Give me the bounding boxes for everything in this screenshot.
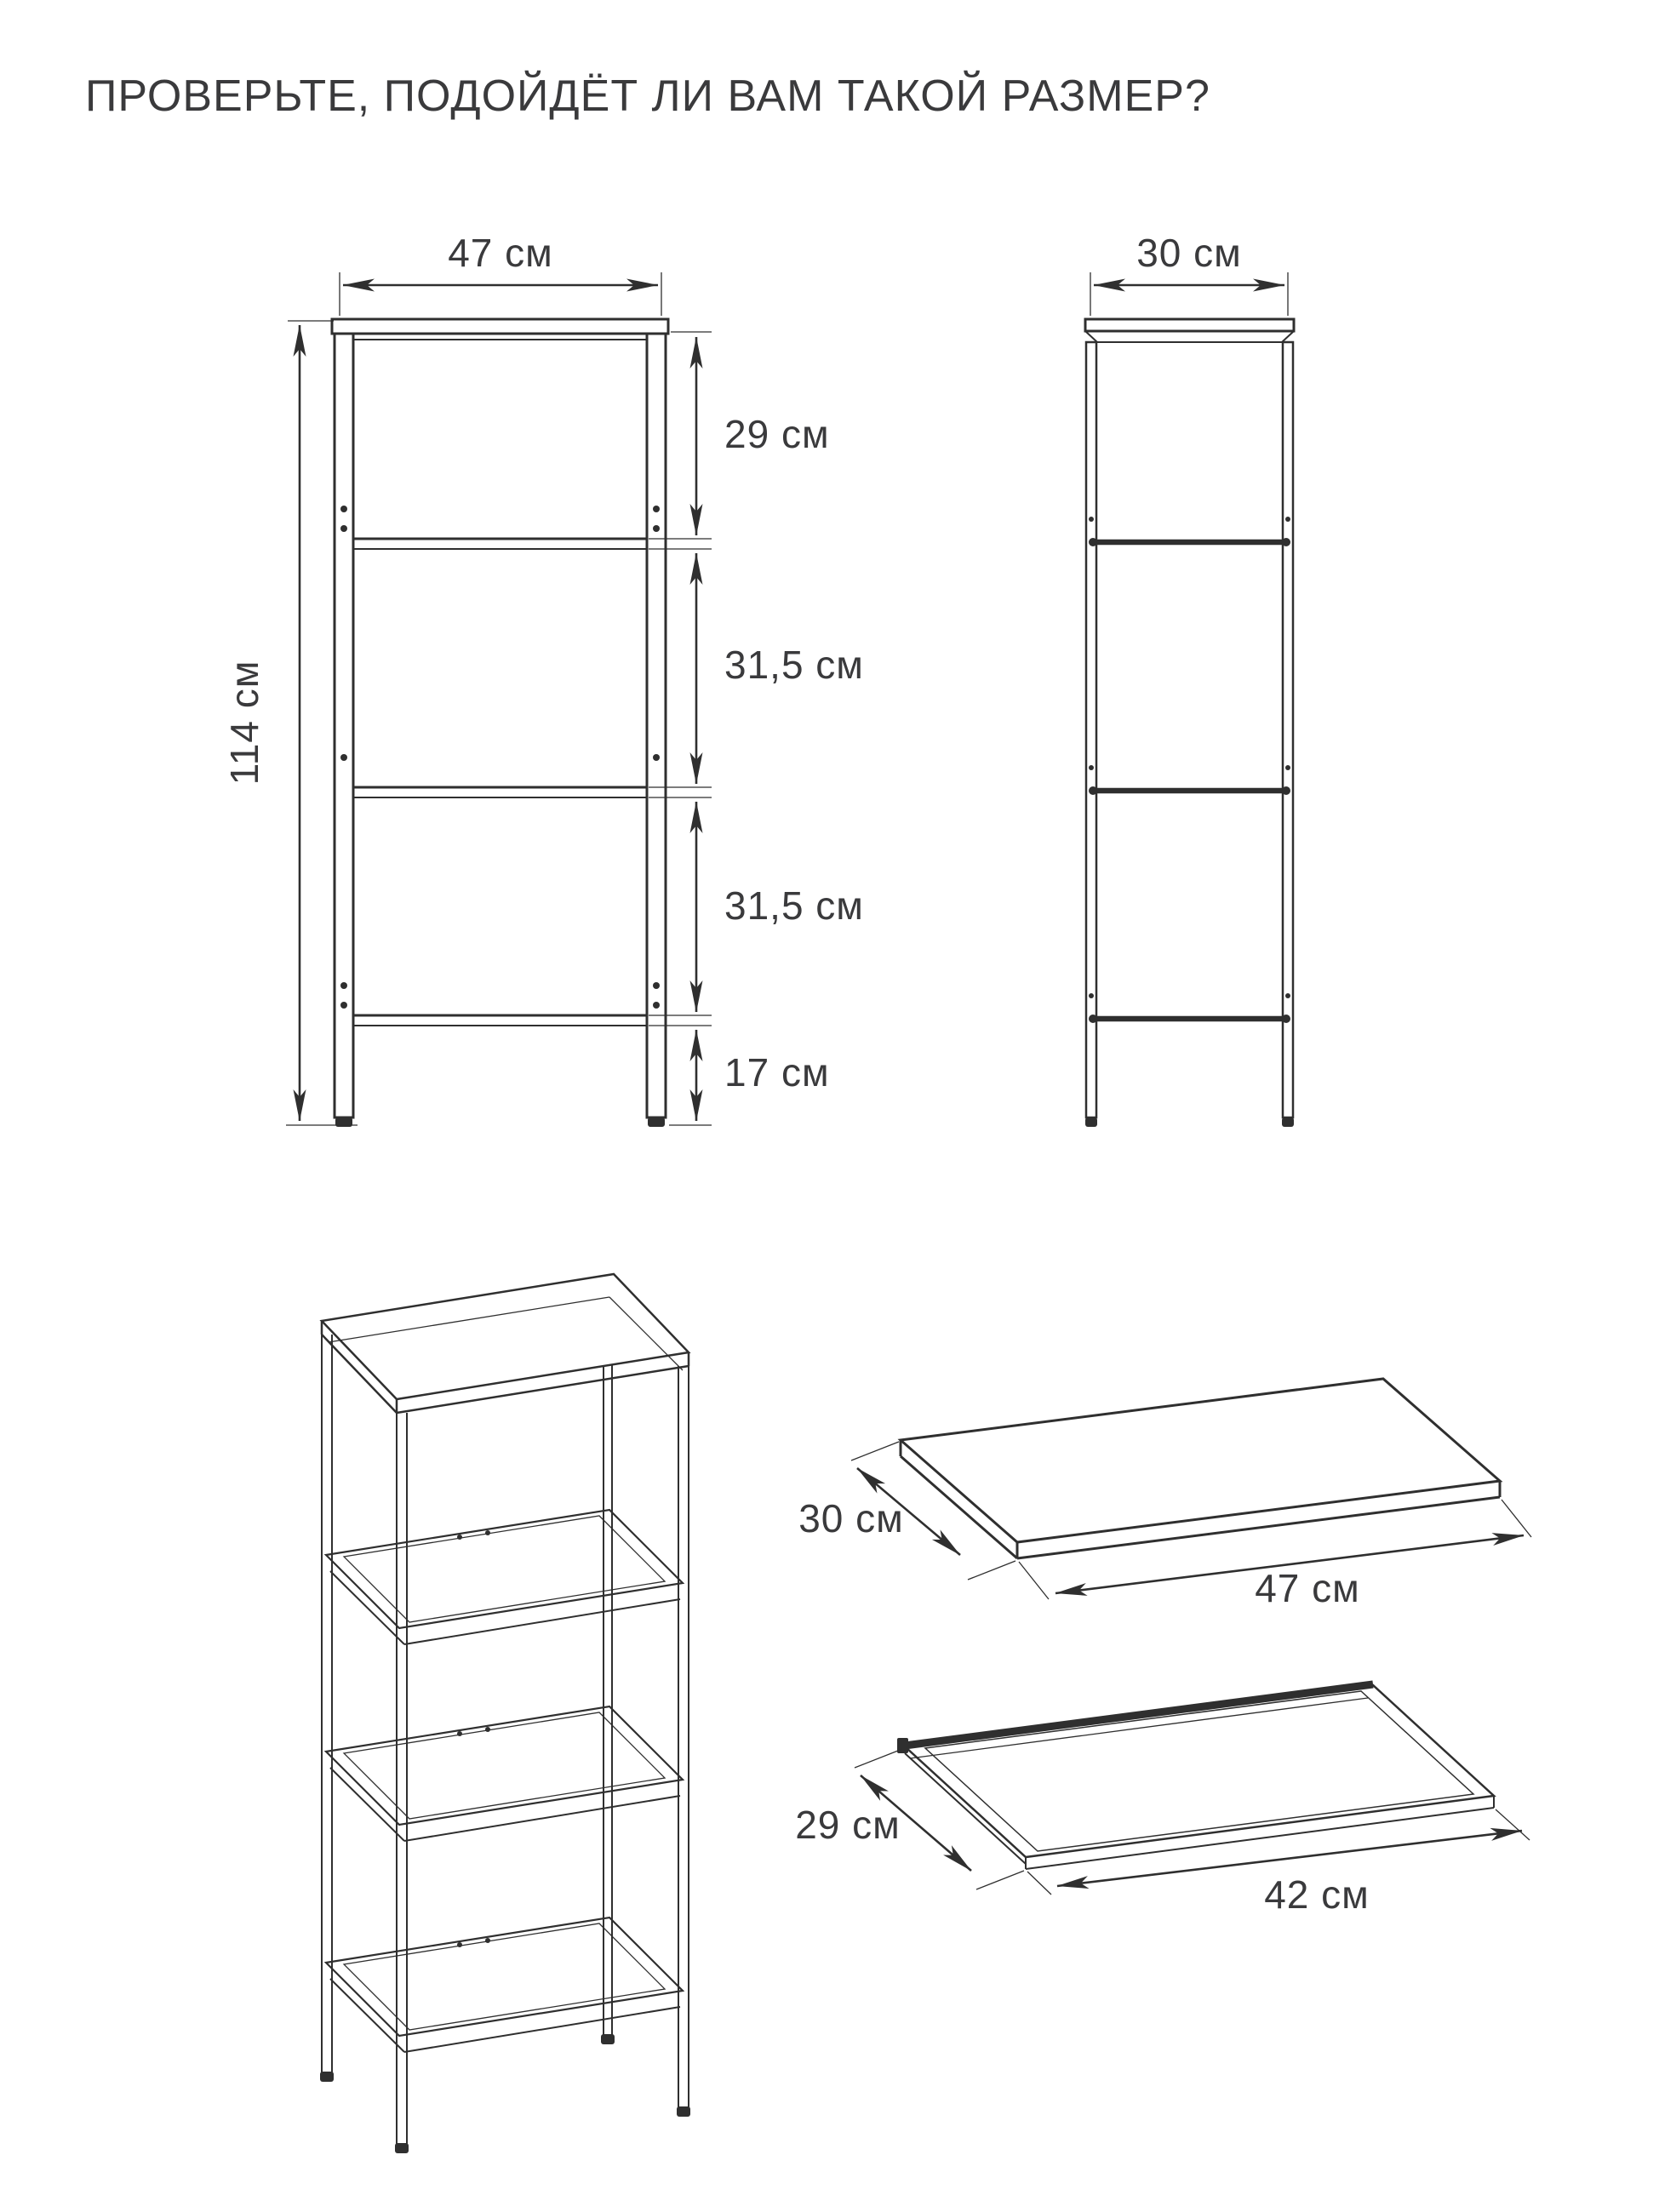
board-length-label: 47 см bbox=[1255, 1566, 1360, 1610]
section-label-2: 31,5 см bbox=[724, 643, 864, 687]
board-top-face bbox=[901, 1379, 1500, 1542]
mesh-depth-label: 29 см bbox=[795, 1803, 901, 1847]
assembled-3d-view bbox=[320, 1274, 690, 2153]
top-board-front bbox=[332, 319, 668, 334]
page-title: ПРОВЕРЬТЕ, ПОДОЙДЁТ ЛИ ВАМ ТАКОЙ РАЗМЕР? bbox=[85, 71, 1210, 121]
section-label-1: 29 см bbox=[724, 412, 830, 456]
back-leg-3d bbox=[604, 1300, 612, 2036]
extension-line bbox=[855, 1749, 902, 1768]
mesh-shelf-3d-level-2 bbox=[326, 1706, 683, 1841]
front-foot-cap-3d bbox=[395, 2143, 409, 2153]
extension-line bbox=[1019, 1562, 1049, 1599]
side-right-leg bbox=[1283, 342, 1293, 1117]
right-foot-cap bbox=[648, 1117, 665, 1127]
extension-line bbox=[1496, 1809, 1530, 1840]
front-width-label: 47 см bbox=[448, 231, 553, 275]
side-depth-label: 30 см bbox=[1136, 231, 1242, 275]
screw-dots bbox=[340, 506, 660, 1009]
top-board-panel bbox=[798, 1379, 1531, 1610]
shelf-lines bbox=[353, 539, 647, 1026]
left-leg bbox=[335, 334, 353, 1117]
top-board-side bbox=[1085, 319, 1294, 331]
extension-line bbox=[976, 1871, 1024, 1889]
side-view-drawing bbox=[1085, 231, 1294, 1127]
side-left-leg bbox=[1086, 342, 1096, 1117]
rail-end-cap bbox=[897, 1738, 908, 1753]
right-leg-3d bbox=[678, 1366, 689, 2108]
mesh-shelf-panel bbox=[795, 1684, 1530, 1917]
right-leg bbox=[647, 334, 666, 1117]
mesh-length-label: 42 см bbox=[1264, 1872, 1370, 1917]
side-right-foot-cap bbox=[1282, 1117, 1294, 1127]
top-board-3d bbox=[322, 1274, 689, 1413]
left-foot-cap-3d bbox=[320, 2072, 334, 2082]
top-board-lip bbox=[1085, 331, 1294, 342]
front-view-drawing bbox=[222, 231, 864, 1127]
side-left-foot-cap bbox=[1085, 1117, 1097, 1127]
side-connector-dots bbox=[1089, 517, 1290, 1023]
mesh-shelf-3d-level-3 bbox=[326, 1918, 683, 2052]
back-foot-cap-3d bbox=[601, 2034, 615, 2044]
section-label-4: 17 см bbox=[724, 1050, 830, 1095]
board-depth-label: 30 см bbox=[798, 1496, 904, 1540]
right-foot-cap-3d bbox=[677, 2106, 690, 2117]
front-height-label: 114 см bbox=[222, 660, 266, 786]
mesh-frame-top-face bbox=[905, 1685, 1494, 1857]
extension-line bbox=[968, 1561, 1015, 1580]
extension-line bbox=[1027, 1872, 1051, 1895]
extension-line bbox=[1502, 1500, 1531, 1537]
mesh-shelf-3d-level-1 bbox=[326, 1510, 683, 1644]
extension-line bbox=[851, 1442, 899, 1460]
side-shelf-bars bbox=[1096, 542, 1283, 1019]
section-label-3: 31,5 см bbox=[724, 883, 864, 928]
